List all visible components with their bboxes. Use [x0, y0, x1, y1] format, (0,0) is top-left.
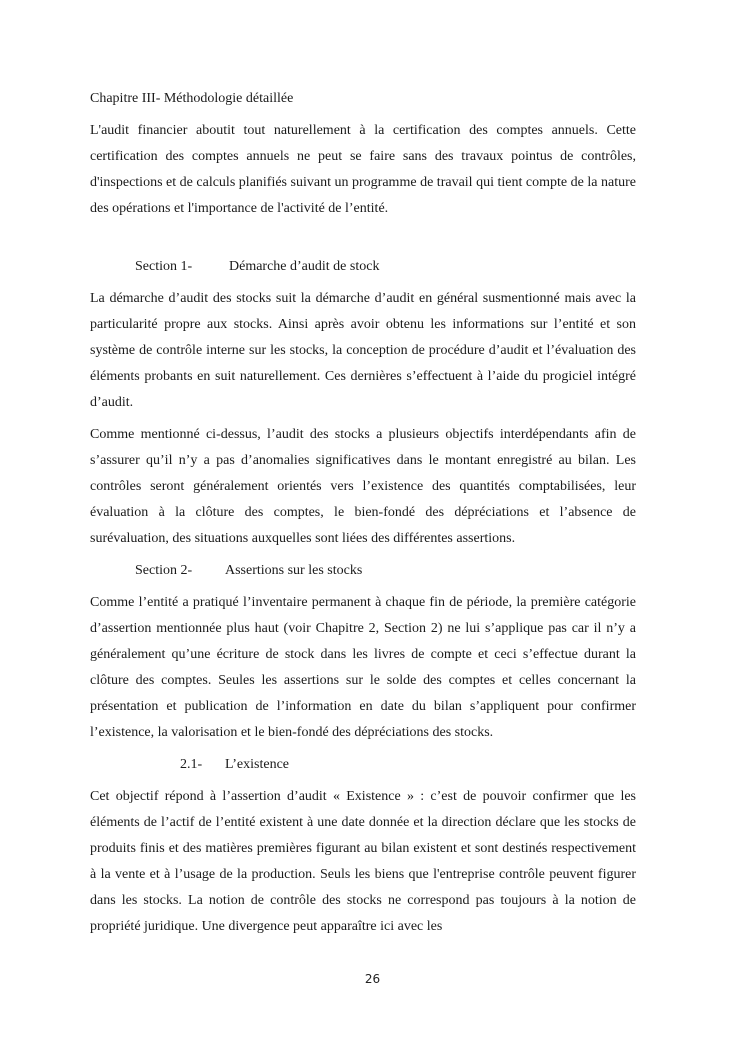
section-1-title: Démarche d’audit de stock [229, 259, 380, 274]
section-2-number: Section 2- [135, 563, 193, 578]
chapter-intro-paragraph: L'audit financier aboutit tout naturellement à la certification des comptes annuels. Cette certification des comptes annuels ne peut se faire sans des travaux pointus de contrôles, d'inspections et de calculs planifiés suivant un programme de travail qui tient compte de la nature des opérations et l'importance de l'activité de l’entité. [90, 123, 636, 216]
section-1-heading [90, 254, 636, 280]
section-1-number: Section 1- [135, 259, 193, 274]
section-1-paragraph-1: La démarche d’audit des stocks suit la démarche d’audit en général susmentionné mais avec la particularité propre aux stocks. Ainsi après avoir obtenu les informations sur l’entité et son système de contrôle interne sur les stocks, la conception de procédure d’audit et l’évaluation des éléments probants en suit naturellement. Ces dernières s’effectuent à l’aide du progiciel intégré d’audit. [90, 291, 636, 410]
subsection-2-1-number: 2.1- [180, 757, 203, 772]
subsection-2-1-paragraph: Cet objectif répond à l’assertion d’audit « Existence » : c’est de pouvoir confirmer que les éléments de l’actif de l’entité existent à une date donnée et la direction déclare que les stocks de produits finis et des matières premières figurant au bilan existent et sont destinés respectivement à la vente et à l’usage de la production. Seuls les biens que l'entreprise contrôle peuvent figurer dans les stocks. La notion de contrôle des stocks ne correspond pas toujours à la notion de propriété juridique. Une divergence peut apparaître ici avec les [90, 789, 636, 934]
chapter-title: Chapitre III- Méthodologie détaillée [90, 91, 294, 106]
document-page [90, 86, 636, 946]
subsection-2-1-title: L’existence [225, 757, 290, 772]
section-2-heading [90, 558, 636, 584]
subsection-2-1-heading [90, 752, 636, 778]
section-2-title: Assertions sur les stocks [225, 563, 363, 578]
page-number: 26 [364, 972, 381, 986]
section-1-paragraph-2: Comme mentionné ci-dessus, l’audit des stocks a plusieurs objectifs interdépendants afin de s’assurer qu’il n’y a pas d’anomalies significatives dans le montant enregistré au bilan. Les contrôles seront généralement orientés vers l’existence des quantités comptabilisées, leur évaluation à la clôture des comptes, le bien-fondé des dépréciations et l’absence de surévaluation, des situations auxquelles sont liées des différentes assertions. [90, 427, 636, 546]
spacer [90, 228, 636, 254]
section-2-paragraph: Comme l’entité a pratiqué l’inventaire permanent à chaque fin de période, la première catégorie d’assertion mentionnée plus haut (voir Chapitre 2, Section 2) ne lui s’applique pas car il n’y a généralement qu’une écriture de stock dans les livres de compte et ceci s’effectue durant la clôture des comptes. Seules les assertions sur le solde des comptes et celles concernant la présentation et publication de l’information en date du bilan s’appliquent pour confirmer l’existence, la valorisation et le bien-fondé des dépréciations des stocks. [90, 595, 636, 740]
